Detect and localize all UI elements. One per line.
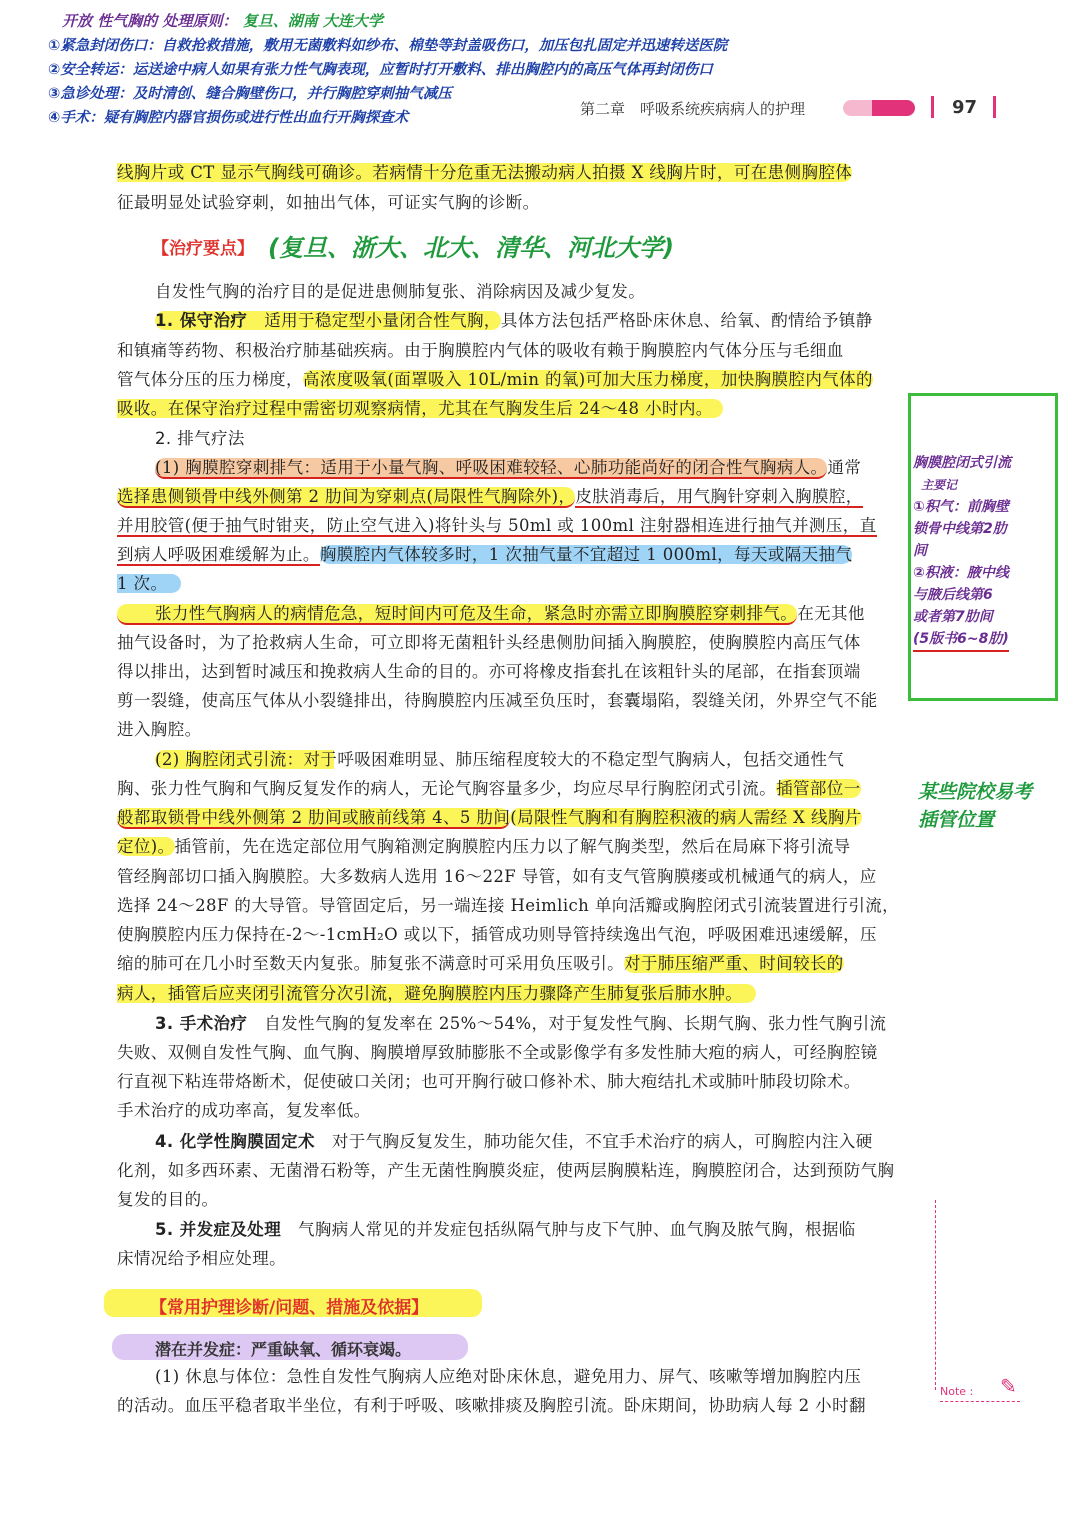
body-line: 定位)。插管前，先在选定部位用气胸箱测定胸膜腔内压力以了解气胸类型，然后在局麻下将引流导 <box>117 837 851 856</box>
chapter-header: 第二章 呼吸系统疾病病人的护理 <box>580 100 806 118</box>
header-divider <box>993 96 996 118</box>
body-line: 张力性气胸病人的病情危急，短时间内可危及生命，紧急时亦需立即胸膜腔穿刺排气。在无其他 <box>117 603 909 625</box>
body-line: 线胸片或 CT 显示气胸线可确诊。若病情十分危重无法搬动病人拍摄 X 线胸片时，可在患侧胸腔体 <box>117 162 909 184</box>
body-line: 吸收。在保守治疗过程中需密切观察病情，尤其在气胸发生后 24～48 小时内。 <box>117 398 909 420</box>
body-line: 5. 并发症及处理 气胸病人常见的并发症包括纵隔气肿与皮下气肿、血气胸及脓气胸，根据临 <box>155 1220 856 1239</box>
note-underline <box>940 1401 1020 1402</box>
body-line: 1. 保守治疗 适用于稳定型小量闭合性气胸，具体方法包括严格卧床休息、给氧、酌情给予镇静 <box>155 311 873 330</box>
handwritten-line: ④手术：疑有胸腔内器官损伤或进行性出血行开胸探查术 <box>48 110 409 126</box>
body-line: 使胸膜腔内压力保持在-2～-1cmH₂O 或以下，插管成功则导管持续逸出气泡，呼吸困难迅速缓解，压 <box>117 925 877 944</box>
drainage-note: 锁骨中线第2肋 <box>913 521 1007 537</box>
handwritten-title <box>62 10 383 31</box>
drainage-note: 间 <box>913 543 927 559</box>
handwritten-title-schools: 复旦、湖南 大连大学 <box>242 12 383 30</box>
page-number: 97 <box>952 97 978 118</box>
handwritten-line: ③急诊处理：及时清创、缝合胸壁伤口，并行胸腔穿刺抽气减压 <box>48 86 452 102</box>
pencil-icon: ✎ <box>1000 1374 1017 1398</box>
body-line: 进入胸腔。 <box>117 720 202 739</box>
handwritten-title-text: 开放 性气胸的 处理原则： <box>62 12 238 30</box>
drainage-note: 胸膜腔闭式引流 <box>913 455 1011 471</box>
drainage-note: (5版书6~8肋) <box>913 628 1009 652</box>
drainage-note: ②积液：腋中线 <box>913 565 1009 581</box>
body-line: 3. 手术治疗 自发性气胸的复发率在 25%～54%，对于复发性气胸、长期气胸、张力性气胸引流 <box>155 1014 887 1033</box>
handwritten-insertion-note: 某些院校易考 插管位置 <box>918 781 1033 831</box>
handwritten-schools: (复旦、浙大、北大、清华、河北大学) <box>268 234 674 262</box>
body-line: 床情况给予相应处理。 <box>117 1249 286 1268</box>
section-nursing-title: 【常用护理诊断/问题、措施及依据】 <box>150 1298 429 1318</box>
body-line: 般都取锁骨中线外侧第 2 肋间或腋前线第 4、5 肋间(局限性气胸和有胸腔积液的病人需经 X 线胸片 <box>117 808 862 827</box>
body-line: 并用胶管(便于抽气时钳夹，防止空气进入)将针头与 50ml 或 100ml 注射器相连进行抽气并测压，直 <box>117 516 877 535</box>
handwritten-drainage-notes <box>913 452 1051 652</box>
drainage-note: 主要记 <box>921 478 958 492</box>
note-label: Note : <box>940 1385 974 1398</box>
body-line: 到病人呼吸困难缓解为止。胸膜腔内气体较多时，1 次抽气量不宜超过 1 000ml，每天或隔天抽气 <box>117 545 853 564</box>
body-line: 手术治疗的成功率高，复发率低。 <box>117 1101 371 1120</box>
body-line: 选择 24～28F 的大导管。导管固定后，另一端连接 Heimlich 单向活瓣或胸腔闭式引流装置进行引流， <box>117 896 900 915</box>
header-decor-bar <box>843 100 915 116</box>
body-line: 2. 排气疗法 <box>155 429 245 448</box>
handwritten-line: ②安全转运：运送途中病人如果有张力性气胸表现，应暂时打开敷料、排出胸腔内的高压气体再封闭伤口 <box>48 62 713 78</box>
body-line: 化剂，如多西环素、无菌滑石粉等，产生无菌性胸膜炎症，使两层胸膜粘连，胸膜腔闭合，达到预防气胸 <box>117 1161 895 1180</box>
body-line: 缩的肺可在几小时至数天内复张。肺复张不满意时可采用负压吸引。对于肺压缩严重、时间较长的 <box>117 954 844 973</box>
body-line: 得以排出，达到暂时减压和挽救病人生命的目的。亦可将橡皮指套扎在该粗针头的尾部，在指套顶端 <box>117 662 861 681</box>
body-line: (2) 胸腔闭式引流：对于呼吸困难明显、肺压缩程度较大的不稳定型气胸病人，包括交通性气 <box>155 750 845 769</box>
body-line: 自发性气胸的治疗目的是促进患侧肺复张、消除病因及减少复发。 <box>155 282 646 301</box>
body-line: 复发的目的。 <box>117 1190 219 1209</box>
body-line: 管经胸部切口插入胸膜腔。大多数病人选用 16～22F 导管，如有支气管胸膜瘘或机械通气的病人，应 <box>117 867 877 886</box>
body-line: 行直视下粘连带烙断术，促使破口关闭；也可开胸行破口修补术、肺大疱结扎术或肺叶肺段切除术。 <box>117 1072 861 1091</box>
potential-complications: 潜在并发症：严重缺氧、循环衰竭。 <box>155 1340 412 1359</box>
drainage-note: 与腋后线第6 <box>913 587 993 603</box>
body-line: 病人，插管后应夹闭引流管分次引流，避免胸膜腔内压力骤降产生肺复张后肺水肿。 <box>117 983 909 1005</box>
body-line: 和镇痛等药物、积极治疗肺基础疾病。由于胸膜腔内气体的吸收有赖于胸膜腔内气体分压与毛细血 <box>117 341 844 360</box>
header-divider <box>931 96 934 118</box>
body-line: 的活动。血压平稳者取半坐位，有利于呼吸、咳嗽排痰及胸腔引流。卧床期间，协助病人每 2 小时翻 <box>117 1396 866 1415</box>
drainage-note: 或者第7肋间 <box>913 609 993 625</box>
body-line: 4. 化学性胸膜固定术 对于气胸反复发生，肺功能欠佳，不宜手术治疗的病人，可胸腔内注入硬 <box>155 1132 873 1151</box>
body-line: 征最明显处试验穿刺，如抽出气体，可证实气胸的诊断。 <box>117 193 540 212</box>
drainage-note: ①积气：前胸壁 <box>913 499 1009 515</box>
body-line: 抽气设备时，为了抢救病人生命，可立即将无菌粗针头经患侧肋间插入胸膜腔，使胸膜腔内高压气体 <box>117 633 861 652</box>
note-sidebar-line <box>935 1200 936 1390</box>
body-line: (1) 胸膜腔穿刺排气：适用于小量气胸、呼吸困难较轻、心肺功能尚好的闭合性气胸病人。通常 <box>155 458 862 477</box>
handwritten-line: ①紧急封闭伤口：自救抢救措施，敷用无菌敷料如纱布、棉垫等封盖吸伤口，加压包扎固定并迅速转送医院 <box>48 38 728 54</box>
body-line: 剪一裂缝，使高压气体从小裂缝排出，待胸膜腔内压减至负压时，套囊塌陷，裂缝关闭，外界空气不能 <box>117 691 878 710</box>
body-line: 胸、张力性气胸和气胸反复发作的病人，无论气胸容量多少，均应尽早行胸腔闭式引流。插管部位一 <box>117 779 861 798</box>
body-line: 失败、双侧自发性气胸、血气胸、胸膜增厚致肺膨胀不全或影像学有多发性肺大疱的病人，可经胸腔镜 <box>117 1043 878 1062</box>
body-line: 1 次。 <box>117 573 909 595</box>
body-line: (1) 休息与体位：急性自发性气胸病人应绝对卧床休息，避免用力、屏气、咳嗽等增加胸腔内压 <box>155 1367 862 1386</box>
body-line: 管气体分压的压力梯度，高浓度吸氧(面罩吸入 10L/min 的氧)可加大压力梯度，加快胸膜腔内气体的 <box>117 370 873 389</box>
body-line: 选择患侧锁骨中线外侧第 2 肋间为穿刺点(局限性气胸除外)，皮肤消毒后，用气胸针穿刺入胸膜腔， <box>117 487 863 506</box>
section-treatment-title: 【治疗要点】 <box>152 239 254 259</box>
